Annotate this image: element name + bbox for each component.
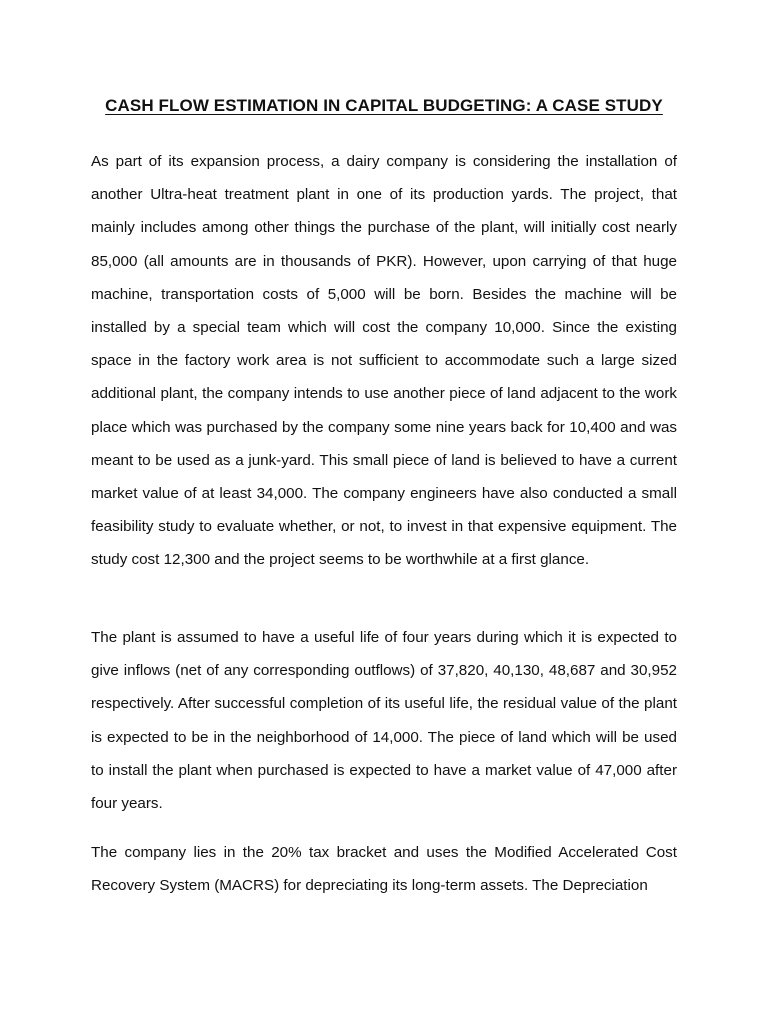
paragraph-project-description: As part of its expansion process, a dairy company is considering the installation of another Ultra-heat treatment plant in one of its production yards. The project, that mainly includes among other things the purchase of the plant, will initially cost nearly 85,000 (all amounts are in thousands of PKR). However, upon carrying of that huge machine, transportation costs of 5,000 will be born. Besides the machine will be installed by a special team which will cost the company 10,000. Since the existing space in the factory work area is not sufficient to accommodate such a large sized additional plant, the company intends to use another piece of land adjacent to the work place which was purchased by the company some nine years back for 10,400 and was meant to be used as a junk-yard. This small piece of land is believed to have a current market value of at least 34,000. The company engineers have also conducted a small feasibility study to evaluate whether, or not, to invest in that expensive equipment. The study cost 12,300 and the project seems to be worthwhile at a first glance. [91, 153, 677, 569]
paragraph-tax-depreciation: The company lies in the 20% tax bracket and uses the Modified Accelerated Cost Recovery System (MACRS) for depreciating its long-term assets. The Depreciation [91, 844, 677, 895]
document-title: CASH FLOW ESTIMATION IN CAPITAL BUDGETING: A CASE STUDY [105, 96, 663, 115]
paragraph-useful-life: The plant is assumed to have a useful life of four years during which it is expected to give inflows (net of any corresponding outflows) of 37,820, 40,130, 48,687 and 30,952 respectively. After successful completion of its useful life, the residual value of the plant is expected to be in the neighborhood of 14,000. The piece of land which will be used to install the plant when purchased is expected to have a market value of 47,000 after four years. [91, 629, 677, 813]
